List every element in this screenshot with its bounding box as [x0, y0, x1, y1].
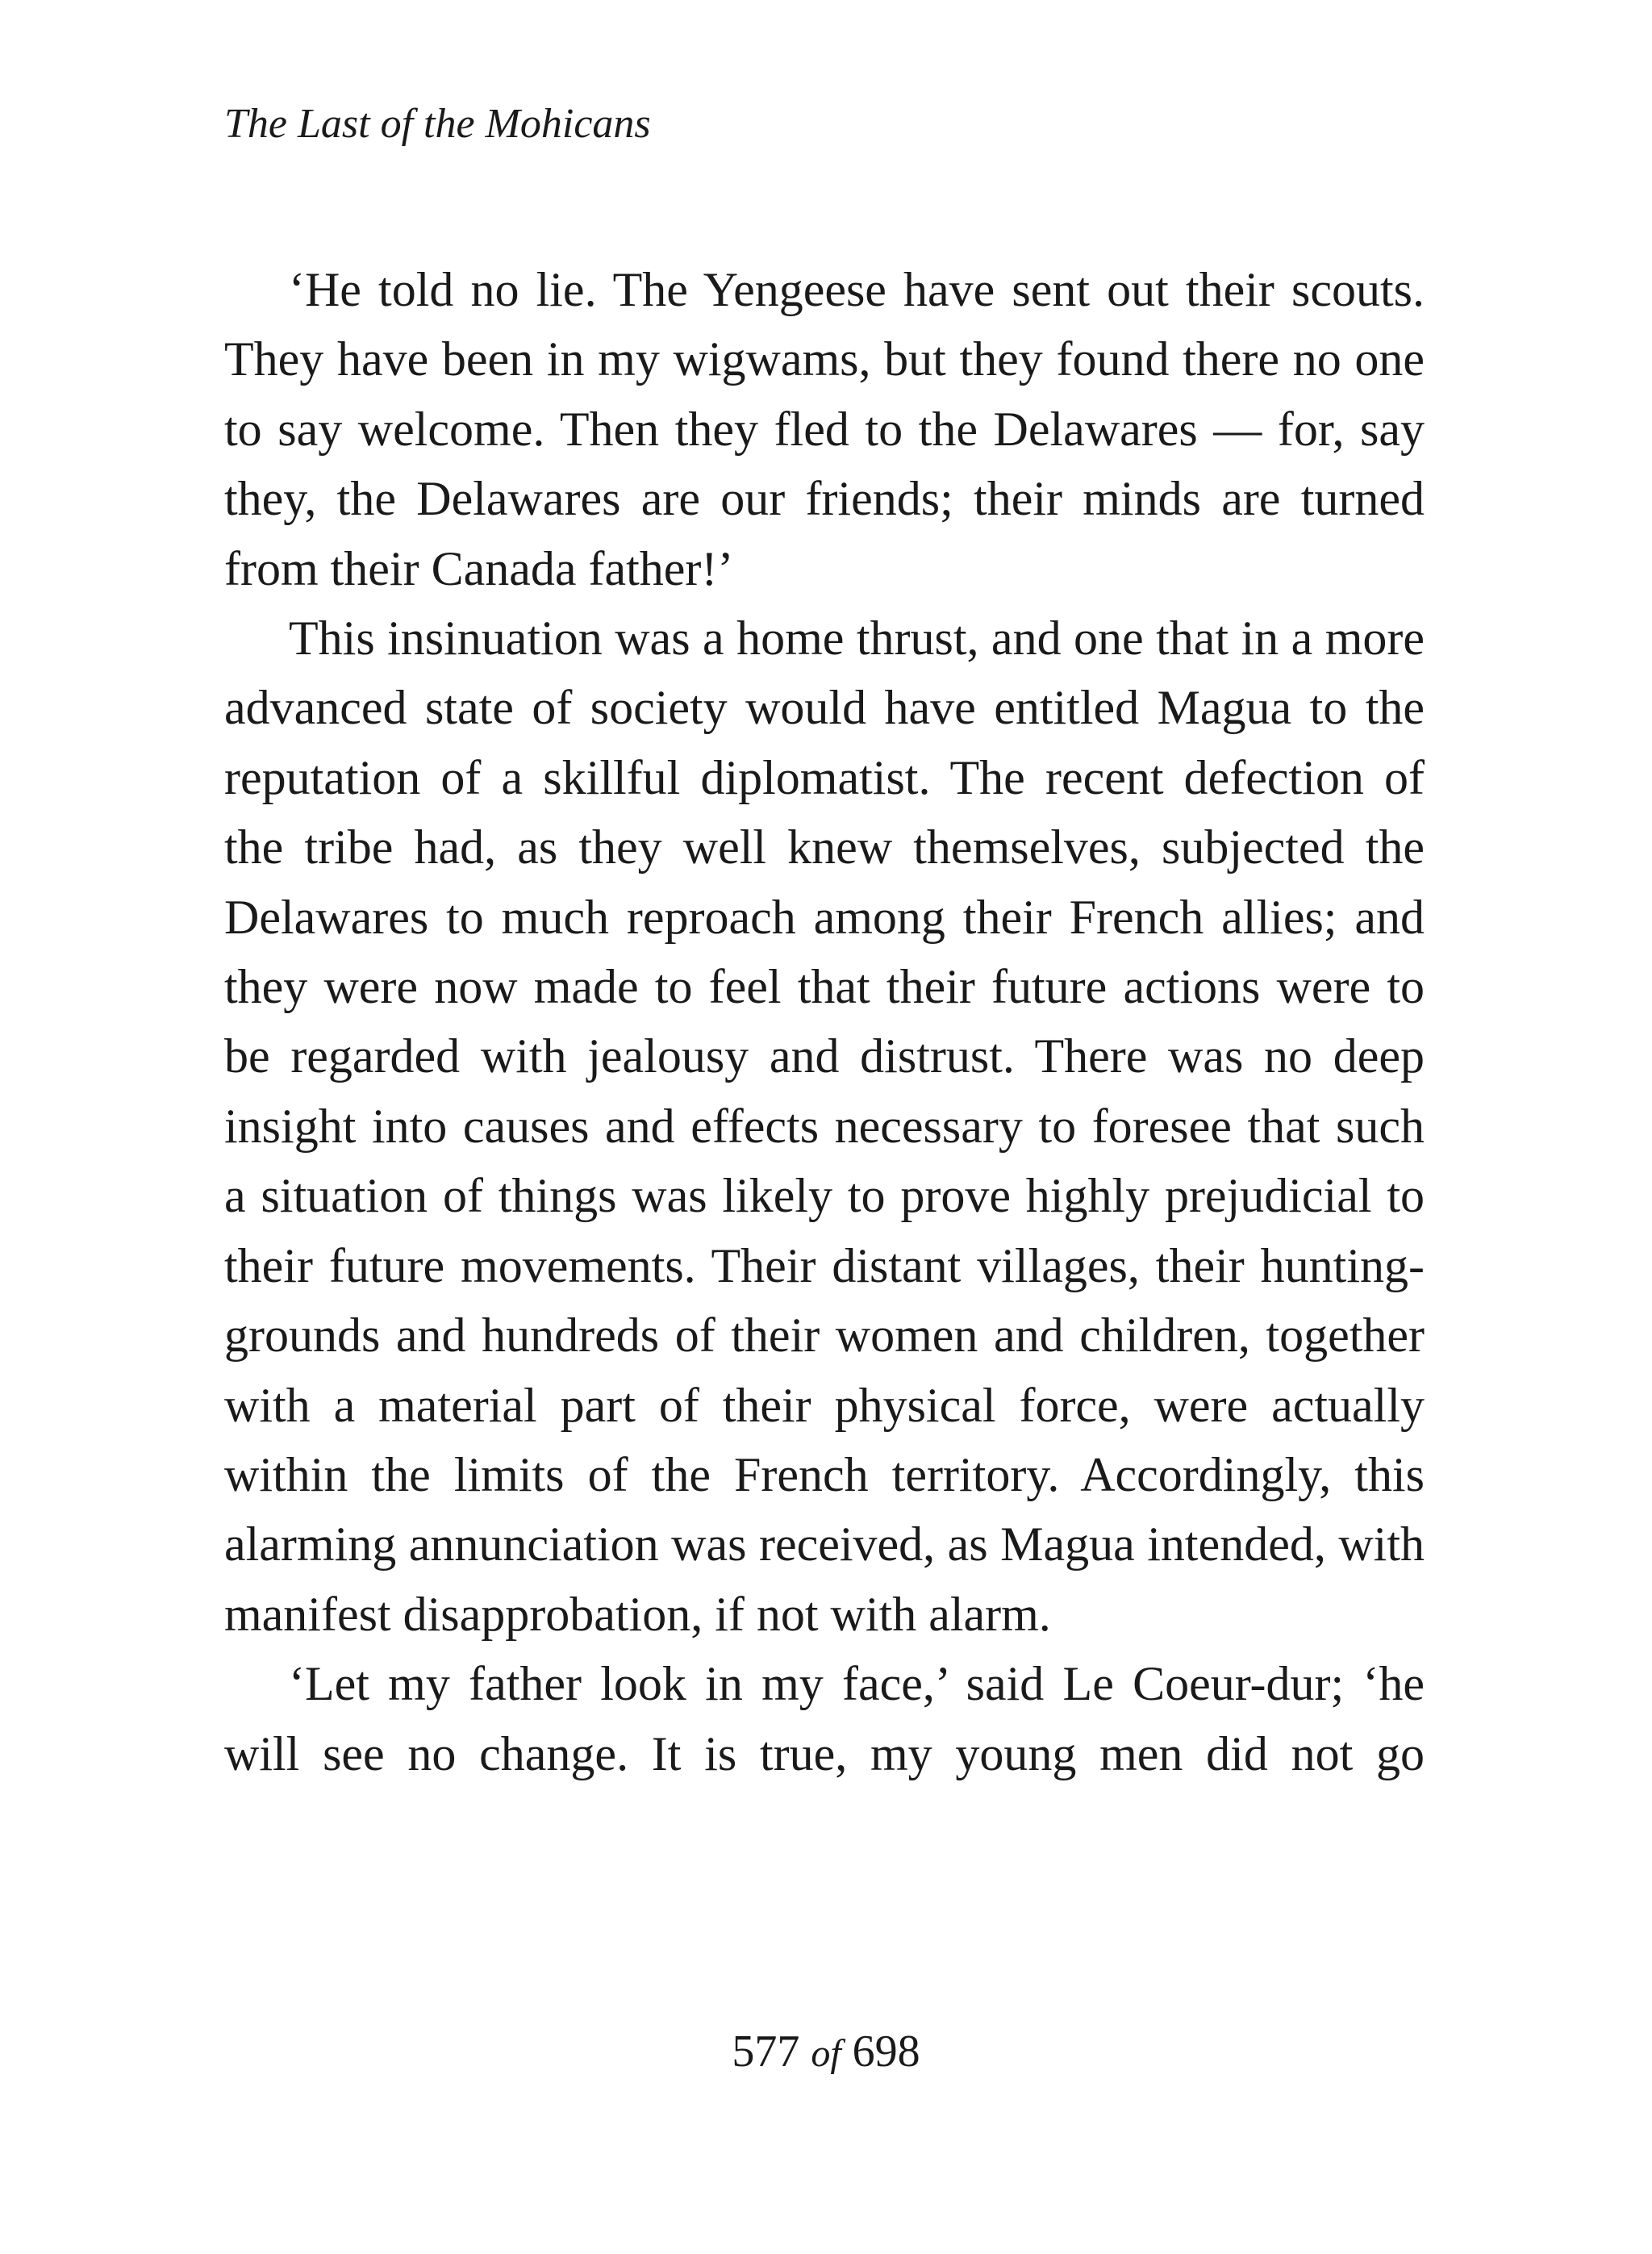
page-number	[0, 2027, 1652, 2077]
running-head: The Last of the Mohicans	[224, 101, 651, 147]
page-of: of	[811, 2032, 841, 2075]
paragraph-1: ‘He told no lie. The Yengeese have sent out their scouts. They have been in my wigwams, but they found there no one to say welcome. Then they fled to the Delawares — for, say they, the Delawares are our friends; their minds are turned from their Canada father!’	[224, 263, 1425, 595]
page-total: 698	[852, 2027, 920, 2077]
page-current: 577	[732, 2027, 800, 2077]
paragraph-2: This insinuation was a home thrust, and one that in a more advanced state of society would have entitled Magua to the reputation of a skillful diplomatist. The recent defection of the tribe had, as they well knew themselves, subjected the Delawares to much reproach among their French allies; and they were now made to feel that their future actions were to be regarded with jealousy and distrust. There was no deep insight into causes and effects necessary to foresee that such a situation of things was likely to prove highly prejudicial to their future movements. Their distant villages, their hunting-grounds and hundreds of their women and children, together with a material part of their physical force, were actually within the limits of the French territory. Accordingly, this alarming annunciation was received, as Magua intended, with manifest disapprobation, if not with alarm.	[224, 612, 1425, 1641]
body-text	[224, 255, 1425, 1789]
paragraph-3: ‘Let my father look in my face,’ said Le Coeur-dur; ‘he will see no change. It is true, my young men did not go	[224, 1657, 1425, 1780]
